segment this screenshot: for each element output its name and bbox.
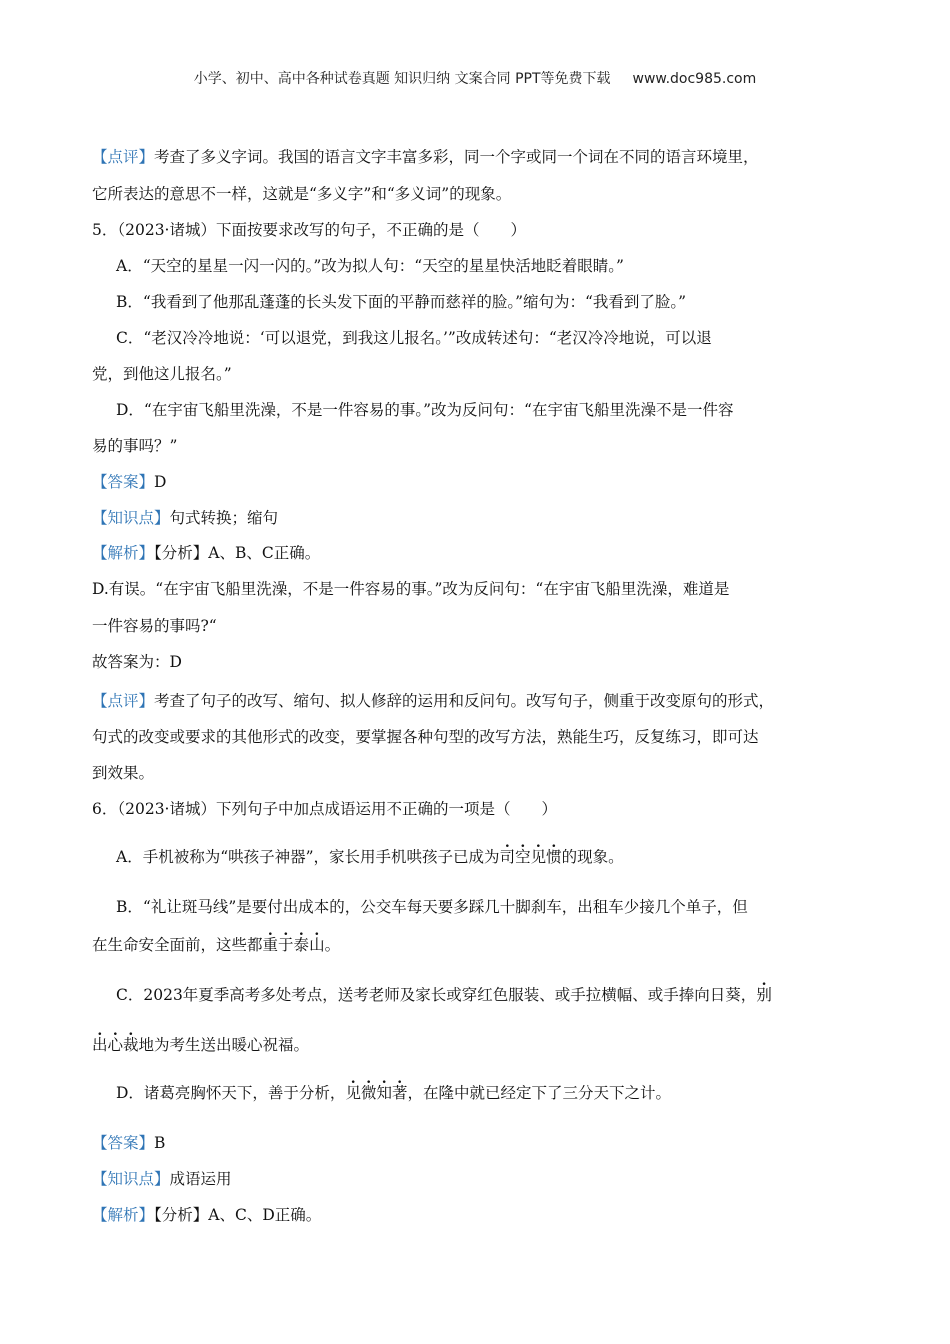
q6-option-c-line-2: 出心裁地为考生送出暖心祝福。 (92, 1036, 310, 1054)
q5-final-answer: 故答案为：D (92, 653, 182, 671)
knowledge-tag: 【知识点】 (92, 509, 170, 527)
q5-answer: 【答案】D (92, 473, 167, 491)
q6-knowledge: 【知识点】成语运用 (92, 1170, 232, 1188)
q6-stem: 6．（2023·诸城）下列句子中加点成语运用不正确的一项是（ ） (92, 800, 557, 818)
header-text: 小学、初中、高中各种试卷真题 知识归纳 文案合同 PPT等免费下载 (193, 71, 611, 87)
idiom-char: 山 (309, 936, 325, 954)
q6-option-b-line-1: B．“礼让斑马线”是要付出成本的，公交车每天要多踩几十脚刹车，出租车少接几个单子，但 (116, 898, 748, 916)
knowledge-tag: 【知识点】 (92, 1170, 170, 1188)
idiom-char: 空 (515, 848, 531, 866)
comment-tag: 【点评】 (92, 692, 155, 710)
idiom-char: 别 (756, 986, 772, 1004)
idiom-char: 重 (262, 936, 279, 954)
analysis-tag: 【解析】 (92, 1206, 155, 1224)
q5-comment-line-1: 【点评】考查了句子的改写、缩句、拟人修辞的运用和反问句。改写句子，侧重于改变原句的形式， (92, 692, 775, 710)
q5-option-a: A．“天空的星星一闪一闪的。”改为拟人句：“天空的星星快活地眨着眼睛。” (116, 257, 624, 275)
q5-comment-line-3: 到效果。 (92, 764, 155, 782)
q5-stem: 5．（2023·诸城）下面按要求改写的句子，不正确的是（ ） (92, 221, 526, 239)
q6-answer: 【答案】B (92, 1134, 166, 1152)
idiom-char: 于 (278, 936, 294, 954)
idiom-char: 见 (345, 1084, 361, 1102)
q5-analysis: 【解析】【分析】A、B、C正确。 (92, 544, 321, 562)
q5-option-d-line-1: D．“在宇宙飞船里洗澡，不是一件容易的事。”改为反问句：“在宇宙飞船里洗澡不是一件容 (116, 401, 734, 419)
comment-tag: 【点评】 (92, 148, 155, 166)
idiom-char: 出 (92, 1036, 108, 1054)
idiom-char: 司 (499, 848, 516, 866)
page-header (0, 68, 950, 88)
header-url[interactable]: www.doc985.com (632, 71, 757, 87)
idiom-char: 心 (107, 1036, 124, 1054)
q6-option-c-line-1: C．2023年夏季高考多处考点，送考老师及家长或穿红色服装、或手拉横幅、或手捧向日葵，别 (116, 986, 772, 1004)
prev-comment-line-1: 【点评】考查了多义字词。我国的语言文字丰富多彩，同一个字或同一个词在不同的语言环境里， (92, 148, 759, 166)
q5-option-c-line-2: 党，到他这儿报名。” (92, 365, 232, 383)
answer-tag: 【答案】 (92, 473, 155, 491)
analysis-tag: 【解析】 (92, 544, 155, 562)
q6-option-d: D．诸葛亮胸怀天下，善于分析，见微知著，在隆中就已经定下了三分天下之计。 (116, 1084, 672, 1102)
q6-option-a: A．手机被称为“哄孩子神器”，家长用手机哄孩子已成为司空见惯的现象。 (116, 848, 624, 866)
q5-option-c-line-1: C．“老汉冷冷地说：‘可以退党，到我这儿报名。’”改成转述句：“老汉冷冷地说，可以退 (116, 329, 712, 347)
q5-option-b: B．“我看到了他那乱蓬蓬的长头发下面的平静而慈祥的脸。”缩句为：“我看到了脸。” (116, 293, 687, 311)
idiom-char: 见 (530, 848, 547, 866)
q6-option-b-line-2: 在生命安全面前，这些都重于泰山。 (92, 936, 341, 954)
q5-explanation-line-1: D.有误。“在宇宙飞船里洗澡，不是一件容易的事。”改为反问句：“在宇宙飞船里洗澡，难道是 (92, 580, 730, 598)
q5-comment-line-2: 句式的改变或要求的其他形式的改变，要掌握各种句型的改写方法，熟能生巧，反复练习，即可达 (92, 728, 759, 746)
idiom-char: 知 (376, 1084, 392, 1102)
idiom-char: 著 (391, 1084, 408, 1102)
q5-explanation-line-2: 一件容易的事吗?“ (92, 617, 217, 635)
prev-comment-line-2: 它所表达的意思不一样，这就是“多义字”和“多义词”的现象。 (92, 185, 512, 203)
idiom-char: 惯 (546, 848, 562, 866)
q5-knowledge: 【知识点】句式转换；缩句 (92, 509, 279, 527)
q5-option-d-line-2: 易的事吗？” (92, 437, 178, 455)
answer-tag: 【答案】 (92, 1134, 155, 1152)
idiom-char: 微 (360, 1084, 377, 1102)
q6-analysis: 【解析】【分析】A、C、D正确。 (92, 1206, 322, 1224)
idiom-char: 裁 (123, 1036, 139, 1054)
idiom-char: 泰 (293, 936, 310, 954)
